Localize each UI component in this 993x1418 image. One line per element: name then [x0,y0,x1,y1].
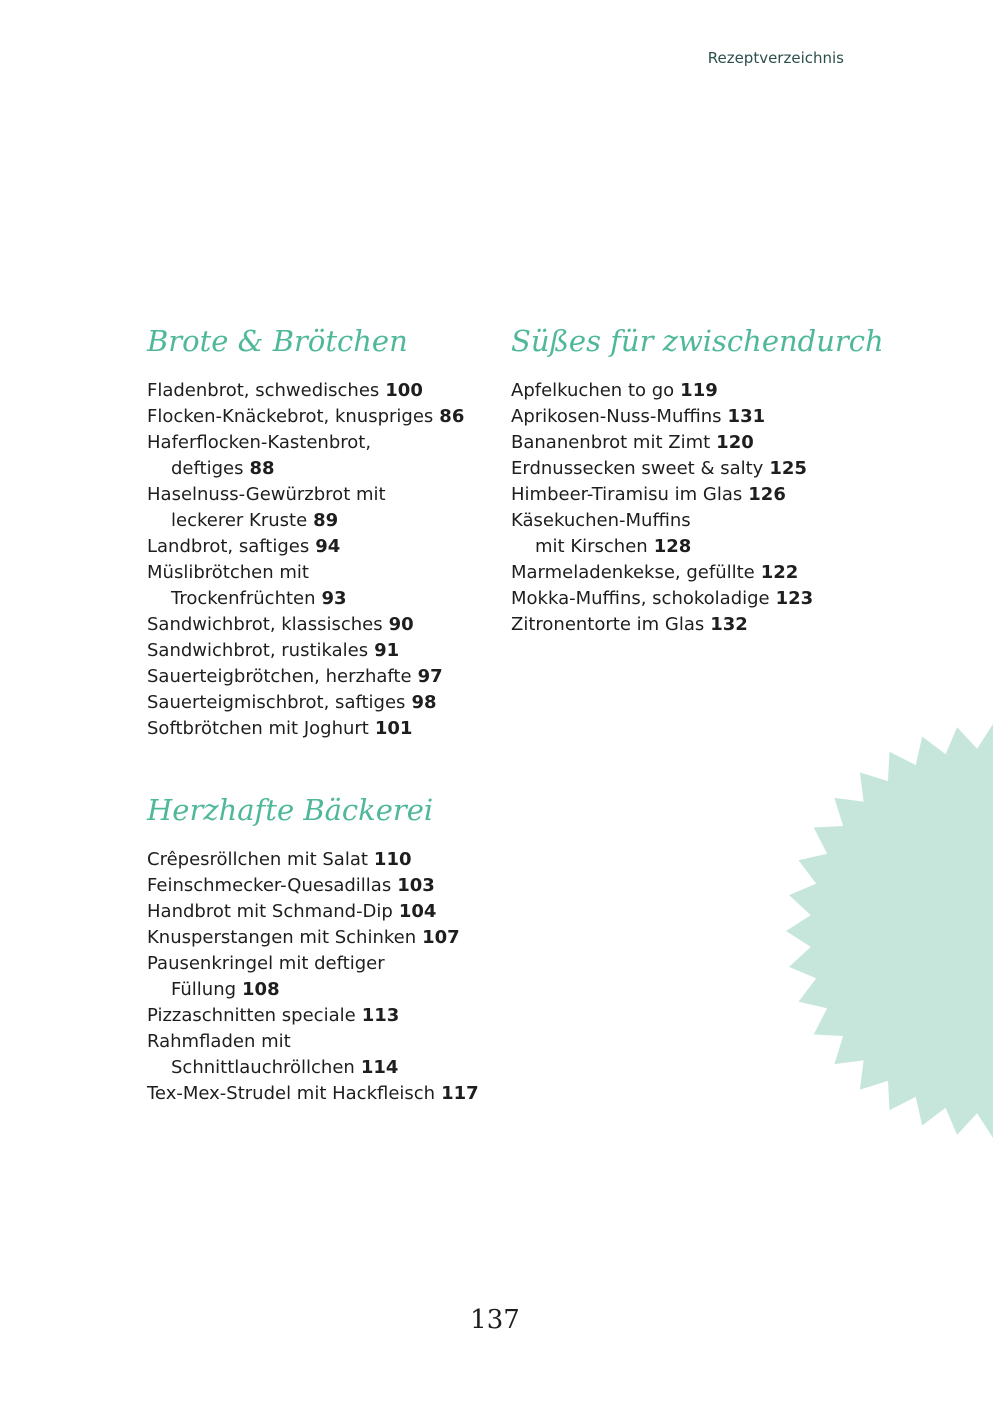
recipe-page-number: 128 [653,536,692,557]
recipe-list [511,378,884,638]
recipe-title-text: Schnittlauchröllchen [171,1057,355,1078]
recipe-title-continuation [147,508,464,534]
recipe-title-text: Aprikosen-Nuss-Muffins [511,406,722,427]
recipe-title-text: Fladenbrot, schwedisches [147,380,380,401]
recipe-page-number: 103 [397,875,435,896]
recipe-entry [147,1029,479,1081]
recipe-entry [511,586,884,612]
recipe-title [147,534,464,560]
recipe-entry [147,430,464,482]
recipe-title [147,873,479,899]
recipe-title [511,430,884,456]
starburst-decoration [738,724,993,1138]
recipe-title-text: Mokka-Muffins, schokoladige [511,588,770,609]
recipe-page-number: 132 [710,614,748,635]
recipe-title [147,690,464,716]
recipe-title-text: Haselnuss-Gewürzbrot mit [147,484,386,505]
recipe-entry [511,378,884,404]
recipe-page-number: 107 [422,927,460,948]
recipe-entry [511,404,884,430]
page-number: 137 [470,1305,520,1335]
recipe-entry [511,482,884,508]
recipe-title [147,899,479,925]
recipe-title-text: Sauerteigbrötchen, herzhafte [147,666,412,687]
recipe-page-number: 93 [321,588,347,609]
recipe-page-number: 104 [398,901,437,922]
recipe-page-number: 114 [360,1057,399,1078]
running-head: Rezeptverzeichnis [707,49,844,67]
recipe-title-text: Crêpesröllchen mit Salat [147,849,368,870]
recipe-title-text: Füllung [171,979,237,1000]
recipe-title-text: Müslibrötchen mit [147,562,309,583]
recipe-entry [147,899,479,925]
recipe-title [147,664,464,690]
recipe-entry [147,873,479,899]
recipe-title [147,1003,479,1029]
recipe-title-text: Pausenkringel mit deftiger [147,953,385,974]
recipe-entry [511,612,884,638]
recipe-entry [147,378,464,404]
recipe-page-number: 108 [242,979,280,1000]
recipe-page-number: 94 [315,536,341,557]
recipe-entry [147,664,464,690]
recipe-title-text: Trockenfrüchten [171,588,316,609]
recipe-title-text: Himbeer-Tiramisu im Glas [511,484,743,505]
section-herzhafte-baeckerei [147,789,479,1107]
recipe-title [511,456,884,482]
recipe-title [147,430,464,456]
recipe-page-number: 126 [748,484,786,505]
recipe-title-continuation [147,456,464,482]
recipe-title-text: Rahmfladen mit [147,1031,291,1052]
recipe-title-text: Tex-Mex-Strudel mit Hackfleisch [147,1083,436,1104]
recipe-page-number: 113 [361,1005,400,1026]
recipe-title [511,378,884,404]
section-heading: Brote & Brötchen [147,324,408,358]
recipe-title-text: Käsekuchen-Muffins [511,510,691,531]
recipe-title [511,560,884,586]
recipe-page-number: 125 [769,458,807,479]
recipe-page-number: 91 [374,640,400,661]
recipe-title [147,378,464,404]
section-heading: Süßes für zwischendurch [511,324,884,358]
recipe-entry [511,560,884,586]
recipe-page-number: 131 [727,406,766,427]
recipe-title [511,612,884,638]
recipe-page-number: 89 [313,510,339,531]
recipe-title [147,925,479,951]
recipe-title [511,404,884,430]
recipe-title [147,560,464,586]
recipe-list [147,847,479,1107]
recipe-page-number: 88 [249,458,275,479]
recipe-title-continuation [147,977,479,1003]
recipe-entry [511,508,884,560]
recipe-title [147,404,464,430]
section-suesses-fuer-zwischendurch [511,320,884,638]
recipe-page-number: 98 [411,692,437,713]
recipe-entry [147,534,464,560]
recipe-title-text: mit Kirschen [535,536,648,557]
recipe-page-number: 110 [373,849,412,870]
recipe-title [147,1029,479,1055]
recipe-title-text: Erdnussecken sweet & salty [511,458,764,479]
recipe-entry [147,716,464,742]
recipe-entry [147,925,479,951]
recipe-title-text: Zitronentorte im Glas [511,614,705,635]
recipe-title-text: deftiges [171,458,244,479]
recipe-title-text: Handbrot mit Schmand-Dip [147,901,393,922]
recipe-page-number: 119 [680,380,718,401]
recipe-title [147,1081,479,1107]
recipe-page-number: 122 [760,562,799,583]
recipe-title [511,508,884,534]
recipe-entry [147,560,464,612]
recipe-title-text: Haferflocken-Kastenbrot, [147,432,372,453]
section-heading: Herzhafte Bäckerei [147,793,434,827]
recipe-entry [147,612,464,638]
recipe-page-number: 97 [417,666,443,687]
recipe-title-continuation [147,586,464,612]
recipe-title-continuation [511,534,884,560]
recipe-title [147,612,464,638]
recipe-title [511,586,884,612]
recipe-entry [511,430,884,456]
recipe-entry [147,482,464,534]
section-brote-und-broetchen [147,320,464,742]
starburst-shape [786,724,993,1138]
recipe-list [147,378,464,742]
recipe-title-text: Apfelkuchen to go [511,380,675,401]
recipe-entry [147,1081,479,1107]
recipe-page-number: 120 [716,432,754,453]
recipe-page-number: 86 [439,406,465,427]
recipe-title-text: Landbrot, saftiges [147,536,310,557]
recipe-entry [147,638,464,664]
recipe-page-number: 90 [388,614,414,635]
recipe-title [147,482,464,508]
recipe-title-text: Bananenbrot mit Zimt [511,432,711,453]
recipe-title [511,482,884,508]
recipe-entry [147,690,464,716]
recipe-title-text: leckerer Kruste [171,510,308,531]
recipe-page-number: 117 [441,1083,479,1104]
recipe-page-number: 101 [374,718,413,739]
recipe-title-text: Marmeladenkekse, gefüllte [511,562,755,583]
recipe-page-number: 123 [775,588,814,609]
recipe-title-text: Sandwichbrot, klassisches [147,614,383,635]
recipe-title-text: Sauerteigmischbrot, saftiges [147,692,406,713]
recipe-title-text: Knusperstangen mit Schinken [147,927,417,948]
recipe-title-text: Flocken-Knäckebrot, knuspriges [147,406,434,427]
recipe-page-number: 100 [385,380,423,401]
recipe-entry [511,456,884,482]
recipe-title-continuation [147,1055,479,1081]
recipe-title [147,847,479,873]
recipe-title-text: Feinschmecker-Quesadillas [147,875,392,896]
recipe-title-text: Softbrötchen mit Joghurt [147,718,369,739]
recipe-title-text: Sandwichbrot, rustikales [147,640,369,661]
recipe-title [147,951,479,977]
recipe-title [147,638,464,664]
recipe-title [147,716,464,742]
recipe-entry [147,951,479,1003]
recipe-entry [147,847,479,873]
recipe-entry [147,1003,479,1029]
recipe-entry [147,404,464,430]
recipe-title-text: Pizzaschnitten speciale [147,1005,356,1026]
